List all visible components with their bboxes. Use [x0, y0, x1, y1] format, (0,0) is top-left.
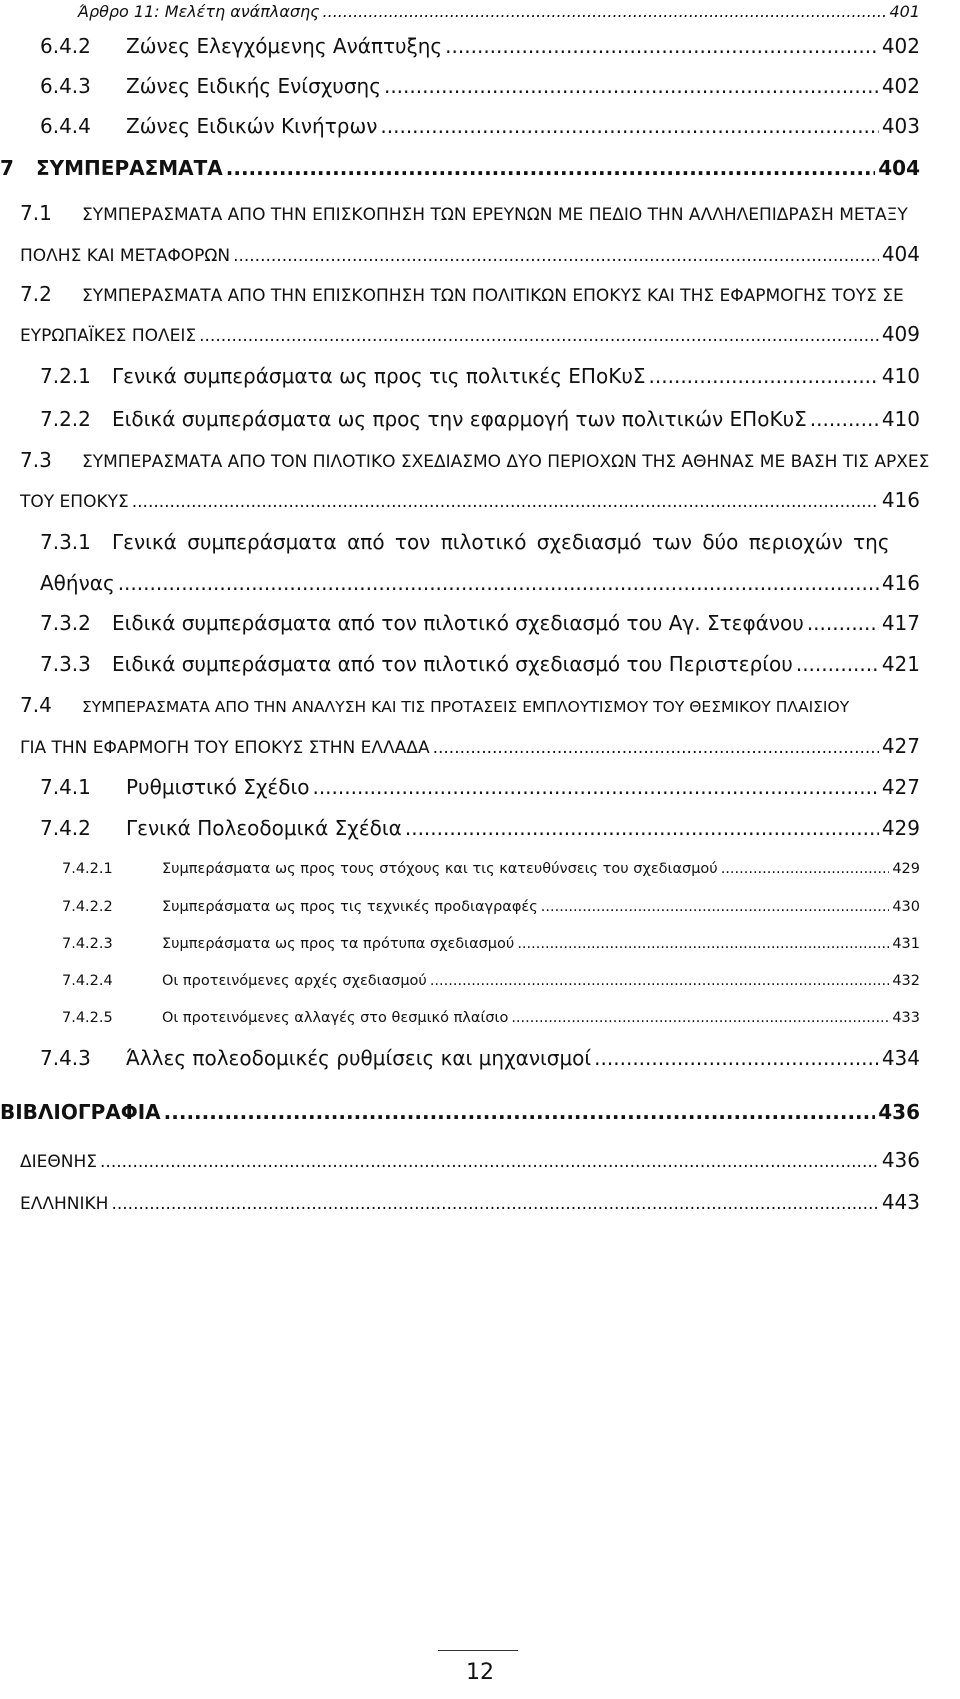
toc-entry-line1[interactable] — [20, 203, 908, 224]
toc-entry-number: 7.1 — [20, 201, 52, 225]
toc-entry[interactable] — [40, 116, 920, 136]
toc-entry-page: 404 — [878, 156, 920, 180]
toc-entry[interactable] — [62, 900, 920, 915]
toc-entry-number: 7.4.2 — [40, 816, 91, 840]
toc-entry-page: 404 — [881, 242, 920, 266]
dot-leader — [807, 613, 879, 633]
dot-leader — [111, 1196, 878, 1213]
toc-entry-number: 7.3.2 — [40, 611, 91, 635]
toc-entry-chapter[interactable] — [0, 1102, 920, 1122]
toc-entry-label-cont: ΤΟΥ ΕΠΟΚΥΣ — [20, 492, 129, 512]
toc-entry-label: Ειδικά συμπεράσματα ως προς την εφαρμογή των πολιτικών ΕΠοΚυΣ — [112, 407, 807, 431]
dot-leader — [380, 116, 878, 136]
toc-entry-label: Ζώνες Ελεγχόμενης Ανάπτυξης — [126, 34, 443, 58]
toc-entry-number: 7.2.1 — [40, 364, 91, 388]
dot-leader — [323, 4, 887, 20]
toc-entry-number: 7.4.2.2 — [62, 899, 113, 915]
dot-leader — [649, 366, 879, 386]
toc-entry-label: Ειδικά συμπεράσματα από τον πιλοτικό σχεδιασμό του Αγ. Στεφάνου — [112, 611, 804, 635]
toc-entry-number: 7.4 — [20, 693, 52, 717]
toc-entry[interactable] — [40, 36, 920, 56]
toc-entry[interactable] — [40, 613, 920, 633]
toc-entry-number: 7.2.2 — [40, 407, 91, 431]
toc-entry-label: Άρθρο 11: Μελέτη ανάπλασης — [78, 2, 320, 21]
toc-entry-number: 6.4.3 — [40, 74, 91, 98]
toc-entry-number: 7.3 — [20, 448, 52, 472]
dot-leader — [445, 36, 879, 56]
toc-entry-chapter[interactable] — [0, 158, 920, 178]
toc-entry-label: Οι προτεινόμενες αλλαγές στο θεσμικό πλαίσιο — [162, 1010, 509, 1026]
toc-entry-page: 436 — [878, 1100, 920, 1124]
toc-entry-line1[interactable] — [40, 532, 920, 552]
toc-entry[interactable] — [78, 4, 920, 20]
toc-entry-line1[interactable] — [20, 450, 929, 471]
toc-entry-label: Άλλες πολεοδομικές ρυθμίσεις και μηχανισμοί — [126, 1046, 592, 1070]
toc-entry-label-cont: ΓΙΑ ΤΗΝ ΕΦΑΡΜΟΓΗ ΤΟΥ ΕΠΟΚΥΣ ΣΤΗΝ ΕΛΛΑΔΑ — [20, 738, 430, 758]
dot-leader — [405, 818, 879, 838]
toc-entry[interactable] — [62, 974, 920, 989]
toc-entry-page: 402 — [881, 34, 920, 58]
toc-entry-line1[interactable] — [20, 284, 904, 305]
dot-leader — [118, 573, 879, 593]
toc-entry-page: 417 — [881, 611, 920, 635]
toc-entry-label: Συμπεράσματα ως προς τις τεχνικές προδιαγραφές — [162, 899, 538, 915]
toc-entry-label: ΣΥΜΠΕΡΑΣΜΑΤΑ ΑΠΟ ΤΗΝ ΕΠΙΣΚΟΠΗΣΗ ΤΩΝ ΕΡΕΥΝΩΝ ΜΕ ΠΕΔΙΟ ΤΗΝ ΑΛΛΗΛΕΠΙΔΡΑΣΗ ΜΕΤΑΞΥ — [82, 205, 908, 225]
toc-entry-label: Γενικά Πολεοδομικά Σχέδια — [126, 816, 402, 840]
toc-entry-page: 432 — [892, 973, 920, 989]
toc-entry-page: 416 — [881, 488, 920, 512]
dot-leader — [312, 777, 878, 797]
dot-leader — [430, 974, 890, 989]
dot-leader — [810, 409, 879, 429]
toc-entry-label: Ρυθμιστικό Σχέδιο — [126, 775, 310, 799]
footer-divider — [438, 1650, 518, 1651]
toc-entry-page: 403 — [881, 114, 920, 138]
toc-entry-line2[interactable] — [20, 244, 920, 265]
toc-entry-label: Ζώνες Ειδικών Κινήτρων — [126, 114, 378, 138]
toc-entry-number: 7.4.2.5 — [62, 1010, 113, 1026]
toc-entry-label: ΣΥΜΠΕΡΑΣΜΑΤΑ ΑΠΟ ΤΟΝ ΠΙΛΟΤΙΚΟ ΣΧΕΔΙΑΣΜΟ ΔΥΟ ΠΕΡΙΟΧΩΝ ΤΗΣ ΑΘΗΝΑΣ ΜΕ ΒΑΣΗ ΤΙΣ ΑΡΧΕΣ — [82, 452, 930, 472]
toc-entry-number: 6.4.2 — [40, 34, 91, 58]
toc-entry-number: 7.4.1 — [40, 775, 91, 799]
toc-entry-page: 436 — [881, 1148, 920, 1172]
toc-entry[interactable] — [20, 1192, 920, 1213]
dot-leader — [233, 248, 879, 265]
dot-leader — [199, 328, 879, 345]
toc-entry-label: ΣΥΜΠΕΡΑΣΜΑΤΑ ΑΠΟ ΤΗΝ ΕΠΙΣΚΟΠΗΣΗ ΤΩΝ ΠΟΛΙΤΙΚΩΝ ΕΠΟΚΥΣ ΚΑΙ ΤΗΣ ΕΦΑΡΜΟΓΗΣ ΤΟΥΣ ΣΕ — [82, 286, 904, 306]
toc-entry-label: Συμπεράσματα ως προς τους στόχους και τις κατευθύνσεις του σχεδιασμού — [162, 861, 718, 877]
toc-entry-label: Ζώνες Ειδικής Ενίσχυσης — [126, 74, 381, 98]
toc-entry-label: ΒΙΒΛΙΟΓΡΑΦΙΑ — [0, 1100, 161, 1124]
toc-entry-label: ΕΛΛΗΝΙΚΗ — [20, 1194, 109, 1214]
dot-leader — [796, 654, 879, 674]
toc-entry-number: 7.3.3 — [40, 652, 91, 676]
toc-entry-label: Οι προτεινόμενες αρχές σχεδιασμού — [162, 973, 427, 989]
toc-entry-number: 7.4.2.1 — [62, 861, 113, 877]
dot-leader — [594, 1048, 879, 1068]
toc-entry-page: 416 — [881, 571, 920, 595]
dot-leader — [226, 158, 876, 178]
dot-leader — [721, 862, 890, 877]
toc-entry-page: 430 — [892, 899, 920, 915]
toc-entry-line2[interactable] — [20, 324, 920, 345]
toc-entry-label-cont: ΠΟΛΗΣ ΚΑΙ ΜΕΤΑΦΟΡΩΝ — [20, 246, 231, 266]
dot-leader — [517, 937, 889, 952]
page-number: 12 — [466, 1660, 494, 1685]
dot-leader — [541, 900, 890, 915]
toc-entry-page: 429 — [881, 816, 920, 840]
toc-entry-number: 7.4.3 — [40, 1046, 91, 1070]
toc-entry-label: Ειδικά συμπεράσματα από τον πιλοτικό σχεδιασμό του Περιστερίου — [112, 652, 793, 676]
dot-leader — [100, 1154, 879, 1171]
toc-entry-page: 427 — [881, 734, 920, 758]
toc-entry-page: 434 — [881, 1046, 920, 1070]
toc-entry-number: 6.4.4 — [40, 114, 91, 138]
toc-entry-label: ΣΥΜΠΕΡΑΣΜΑΤΑ — [36, 156, 223, 180]
toc-entry-line2[interactable] — [20, 736, 920, 757]
toc-entry-page: 401 — [889, 2, 920, 21]
toc-entry[interactable] — [40, 654, 920, 674]
toc-entry-label: Γενικά συμπεράσματα από τον πιλοτικό σχεδιασμό των δύο περιοχών της — [112, 530, 890, 554]
toc-entry-page: 443 — [881, 1190, 920, 1214]
toc-entry-label: ΣΥΜΠΕΡΑΣΜΑΤΑ ΑΠΟ ΤΗΝ ΑΝΑΛΥΣΗ ΚΑΙ ΤΙΣ ΠΡΟΤΑΣΕΙΣ ΕΜΠΛΟΥΤΙΣΜΟΥ ΤΟΥ ΘΕΣΜΙΚΟΥ ΠΛΑΙΣΙΟΥ — [82, 698, 850, 716]
toc-entry-page: 410 — [881, 407, 920, 431]
toc-entry-label: Γενικά συμπεράσματα ως προς τις πολιτικές ΕΠοΚυΣ — [112, 364, 646, 388]
dot-leader — [132, 494, 879, 511]
dot-leader — [164, 1102, 876, 1122]
toc-entry-page: 433 — [892, 1010, 920, 1026]
toc-entry-number: 7.2 — [20, 282, 52, 306]
toc-entry[interactable] — [62, 1011, 920, 1026]
toc-entry[interactable] — [40, 366, 920, 386]
toc-entry-label-cont: ΕΥΡΩΠΑΪΚΕΣ ΠΟΛΕΙΣ — [20, 326, 197, 346]
toc-entry-label: ΔΙΕΘΝΗΣ — [20, 1152, 98, 1172]
toc-entry[interactable] — [62, 862, 920, 877]
toc-entry-page: 409 — [881, 322, 920, 346]
dot-leader — [433, 740, 879, 757]
toc-entry-number: 7.3.1 — [40, 530, 91, 554]
toc-entry-page: 429 — [892, 861, 920, 877]
toc-entry-line1[interactable] — [20, 695, 849, 716]
dot-leader — [384, 76, 879, 96]
toc-entry[interactable] — [20, 1150, 920, 1171]
toc-entry-page: 421 — [881, 652, 920, 676]
toc-entry[interactable] — [40, 1048, 920, 1068]
toc-entry[interactable] — [40, 818, 920, 838]
toc-entry-page: 402 — [881, 74, 920, 98]
toc-entry[interactable] — [40, 409, 920, 429]
toc-entry[interactable] — [62, 937, 920, 952]
toc-entry-label-cont: Αθήνας — [40, 571, 115, 595]
toc-entry[interactable] — [40, 76, 920, 96]
toc-entry-number: 7 — [0, 156, 14, 180]
toc-entry[interactable] — [40, 777, 920, 797]
dot-leader — [511, 1011, 889, 1026]
toc-entry-line2[interactable] — [20, 490, 920, 511]
toc-entry-label: Συμπεράσματα ως προς τα πρότυπα σχεδιασμού — [162, 936, 515, 952]
toc-entry-line2[interactable] — [40, 573, 920, 593]
toc-entry-page: 410 — [881, 364, 920, 388]
toc-entry-number: 7.4.2.3 — [62, 936, 113, 952]
toc-entry-page: 431 — [892, 936, 920, 952]
toc-entry-number: 7.4.2.4 — [62, 973, 113, 989]
toc-entry-page: 427 — [881, 775, 920, 799]
